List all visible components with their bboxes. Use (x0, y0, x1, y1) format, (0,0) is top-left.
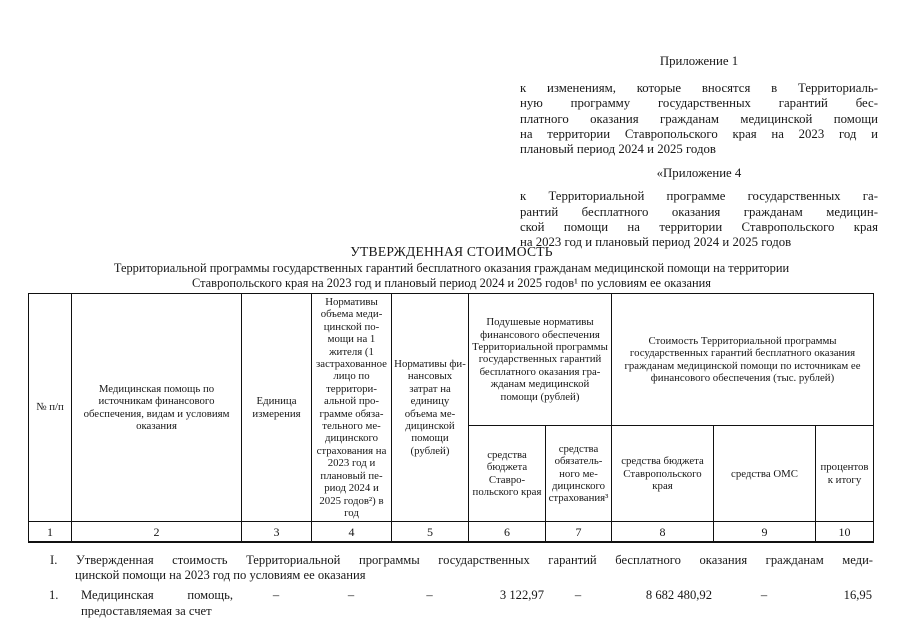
subtitle-line: Территориальной программы государственных гарантий бесплатного оказания гражданам медицинской помощи на территории (113, 261, 790, 275)
column-number: 4 (312, 522, 392, 543)
paragraph-line: плановый период 2024 и 2025 годов (520, 142, 716, 157)
header-medical-care: Медицинская помощь по источникам финансового обеспечения, видам и условиям оказания (72, 294, 242, 522)
column-number: 5 (392, 522, 469, 543)
row-cost-per-unit-cell: – (426, 588, 433, 602)
row-total-oms-cell: – (760, 588, 768, 602)
row-unit-cell: – (272, 588, 280, 602)
row-number-cell: 1. (49, 588, 59, 602)
paragraph-line: ную программу государственных гарантий бес- (520, 96, 878, 111)
section-1-heading (28, 553, 873, 584)
column-number-row (29, 522, 874, 543)
column-number: 6 (469, 522, 546, 543)
header-cost-per-unit: Нормативы финансовых затрат на единицу объема медицинской помощи (рублей) (392, 294, 469, 522)
header-per-capita-group: Подушевые нормативы финансового обеспечения Территориальной программы государственных гарантий бесплатного оказания гражданам медицинской помощи (рублей) (469, 294, 612, 426)
subtitle-line: Ставропольского края на 2023 год и плановый период 2024 и 2025 годов¹ по условиям ее оказания (191, 275, 711, 290)
appendix-1-paragraph (520, 81, 878, 157)
paragraph-line: к изменениям, которые вносятся в Территориаль- (520, 81, 878, 96)
header-total-oms: средства ОМС (714, 426, 816, 522)
appendix-block (520, 54, 878, 250)
appendix-1-label: Приложение 1 (659, 54, 739, 68)
document-subtitle (0, 261, 903, 290)
document-title: УТВЕРЖДЕННАЯ СТОИМОСТЬ (350, 244, 553, 259)
table-row (28, 588, 873, 619)
row-volume-cell: – (347, 588, 355, 602)
appendix-4-paragraph (520, 189, 878, 250)
header-total-budget: средства бюджета Ставропольского края (612, 426, 714, 522)
paragraph-line: к Территориальной программе государственных га- (520, 189, 878, 204)
appendix-4-label: «Приложение 4 (656, 166, 742, 181)
column-number: 8 (612, 522, 714, 543)
header-total-percent: процентов к итогу (816, 426, 874, 522)
column-number: 7 (546, 522, 612, 543)
paragraph-line: ской помощи на территории Ставропольского края (520, 219, 878, 234)
header-unit: Единица измерения (242, 294, 312, 522)
header-volume-norms: Нормативы объема медицинской помощи на 1 жителя (1 застрахованное лицо по территориальной программе обязательного медицинского страхования на 2023 год и плановый период 2024 и 2025 годов²) в год (312, 294, 392, 522)
section-heading-line: цинской помощи на 2023 год по условиям ее оказания (75, 568, 366, 583)
paragraph-line: рантий бесплатного оказания гражданам медицин- (520, 204, 878, 219)
row-total-percent-cell: 16,95 (843, 588, 872, 602)
row-per-capita-oms-cell: – (574, 588, 582, 602)
column-number: 9 (714, 522, 816, 543)
header-per-capita-oms: средства обязательного медицинского страхования³ (546, 426, 612, 522)
header-program-cost-group: Стоимость Территориальной программы государственных гарантий бесплатного оказания гражданам медицинской помощи по источникам ее финансового обеспечения (тыс. рублей) (612, 294, 874, 426)
column-number: 10 (816, 522, 874, 543)
paragraph-line: платного оказания гражданам медицинской помощи (520, 111, 878, 126)
section-heading-line: I. Утвержденная стоимость Территориальной программы государственных гарантий бесплатного оказания гражданам меди- (50, 553, 873, 567)
column-number: 3 (242, 522, 312, 543)
column-number: 2 (72, 522, 242, 543)
row-name-cell: Медицинская помощь, предоставляемая за счет (81, 588, 233, 618)
paragraph-line: на территории Ставропольского края на 2023 год и (520, 126, 878, 141)
row-per-capita-budget-cell: 3 122,97 (499, 588, 544, 602)
header-row-number: № п/п (29, 294, 72, 522)
column-number: 1 (29, 522, 72, 543)
cost-table (28, 293, 874, 543)
header-per-capita-budget: средства бюджета Ставропольского края (469, 426, 546, 522)
row-total-budget-cell: 8 682 480,92 (645, 588, 712, 602)
paragraph-line: на 2023 год и плановый период 2024 и 2025 годов (520, 235, 792, 250)
